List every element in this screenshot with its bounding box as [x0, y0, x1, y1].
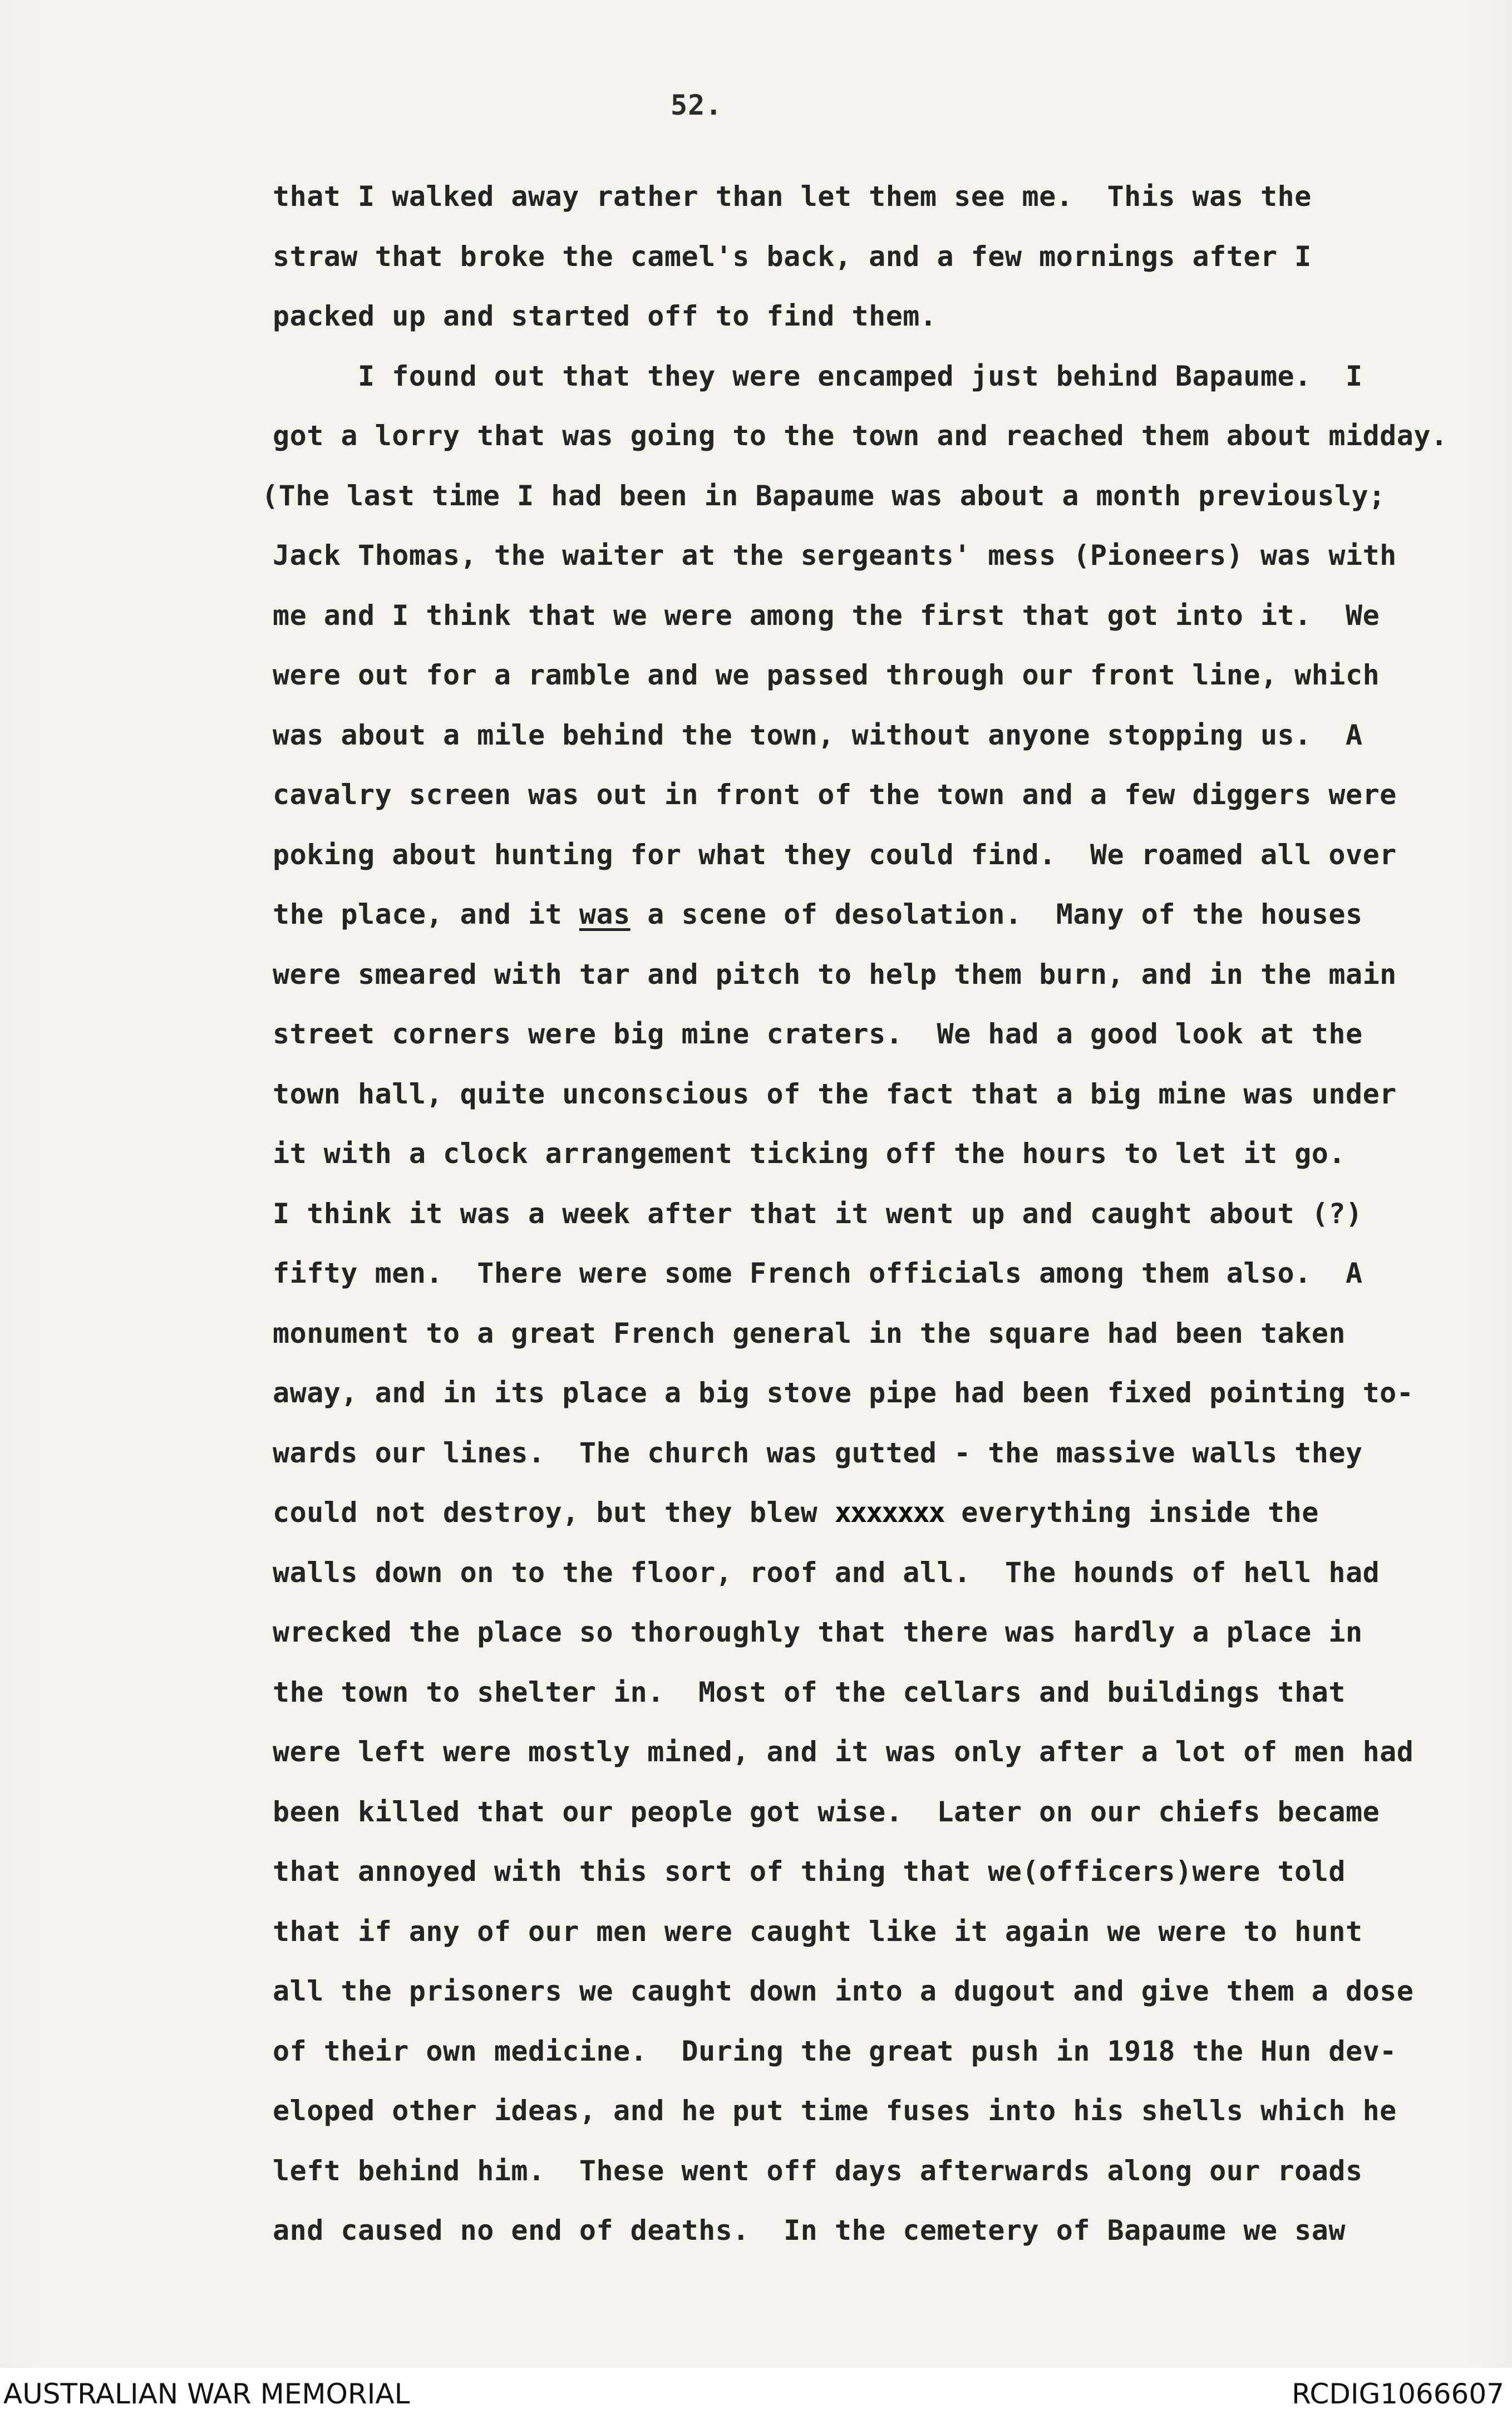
text-line: of their own medicine. During the great push in 1918 the Hun dev- — [273, 2034, 1397, 2067]
text-line: wards our lines. The church was gutted - the massive walls they — [273, 1436, 1363, 1469]
text-line: were smeared with tar and pitch to help them burn, and in the main — [273, 958, 1397, 991]
text-line: were left were mostly mined, and it was only after a lot of men had — [273, 1736, 1414, 1768]
text-line: it with a clock arrangement ticking off the hours to let it go. — [273, 1137, 1346, 1170]
archive-footer — [0, 2368, 1512, 2414]
text-fragment: a scene of desolation. Many of the houses — [630, 898, 1363, 930]
text-line: poking about hunting for what they could find. We roamed all over — [273, 838, 1397, 871]
text-line: that I walked away rather than let them see me. This was the — [273, 180, 1312, 213]
text-line: Jack Thomas, the waiter at the sergeants' mess (Pioneers) was with — [273, 539, 1397, 572]
page-number: 52. — [671, 89, 723, 121]
text-line: was about a mile behind the town, without anyone stopping us. A — [273, 718, 1363, 751]
text-line: town hall, quite unconscious of the fact that a big mine was under — [273, 1077, 1397, 1110]
archive-name: AUSTRALIAN WAR MEMORIAL — [3, 2378, 410, 2410]
text-line: eloped other ideas, and he put time fuses into his shells which he — [273, 2095, 1397, 2127]
text-line: got a lorry that was going to the town and reached them about midday. — [273, 420, 1448, 452]
text-line-strikeout — [273, 1483, 1486, 1543]
text-line: all the prisoners we caught down into a dugout and give them a dose — [273, 1975, 1414, 2007]
text-line: fifty men. There were some French officials among them also. A — [273, 1257, 1363, 1289]
text-line: left behind him. These went off days afterwards along our roads — [273, 2154, 1363, 2187]
text-line: monument to a great French general in the square had been taken — [273, 1317, 1346, 1349]
text-line: I found out that they were encamped just behind Bapaume. I — [273, 359, 1363, 392]
text-line: walls down on to the floor, roof and all. The hounds of hell had — [273, 1556, 1380, 1589]
text-line: the town to shelter in. Most of the cellars and buildings that — [273, 1676, 1346, 1708]
text-line: that annoyed with this sort of thing that we(officers)were told — [273, 1855, 1346, 1888]
text-line: street corners were big mine craters. We had a good look at the — [273, 1018, 1363, 1050]
text-fragment: could not destroy, but they blew — [273, 1496, 835, 1529]
text-line: away, and in its place a big stove pipe had been fixed pointing to- — [273, 1377, 1414, 1409]
text-line-underlined — [273, 885, 1486, 945]
text-line: and caused no end of deaths. In the cemetery of Bapaume we saw — [273, 2214, 1346, 2247]
text-line: straw that broke the camel's back, and a few mornings after I — [273, 240, 1312, 273]
text-line: were out for a ramble and we passed through our front line, which — [273, 659, 1380, 691]
archive-id: RCDIG1066607 — [1292, 2378, 1504, 2410]
text-line: been killed that our people got wise. Later on our chiefs became — [273, 1795, 1380, 1828]
text-fragment: everything inside the — [944, 1496, 1319, 1529]
struck-out-word: xxxxxxx — [834, 1496, 944, 1529]
text-line: I think it was a week after that it went up and caught about (?) — [273, 1197, 1363, 1230]
text-fragment: the place, and it — [273, 898, 579, 930]
text-line: that if any of our men were caught like it again we were to hunt — [273, 1915, 1363, 1948]
text-line: me and I think that we were among the first that got into it. We — [273, 599, 1380, 632]
underlined-word: was — [579, 898, 631, 930]
body-text — [262, 167, 1486, 2261]
text-line: packed up and started off to find them. — [273, 300, 937, 332]
text-line: cavalry screen was out in front of the town and a few diggers were — [273, 779, 1397, 811]
text-line: (The last time I had been in Bapaume was about a month previously; — [262, 479, 1386, 512]
text-line: wrecked the place so thoroughly that there was hardly a place in — [273, 1616, 1363, 1648]
